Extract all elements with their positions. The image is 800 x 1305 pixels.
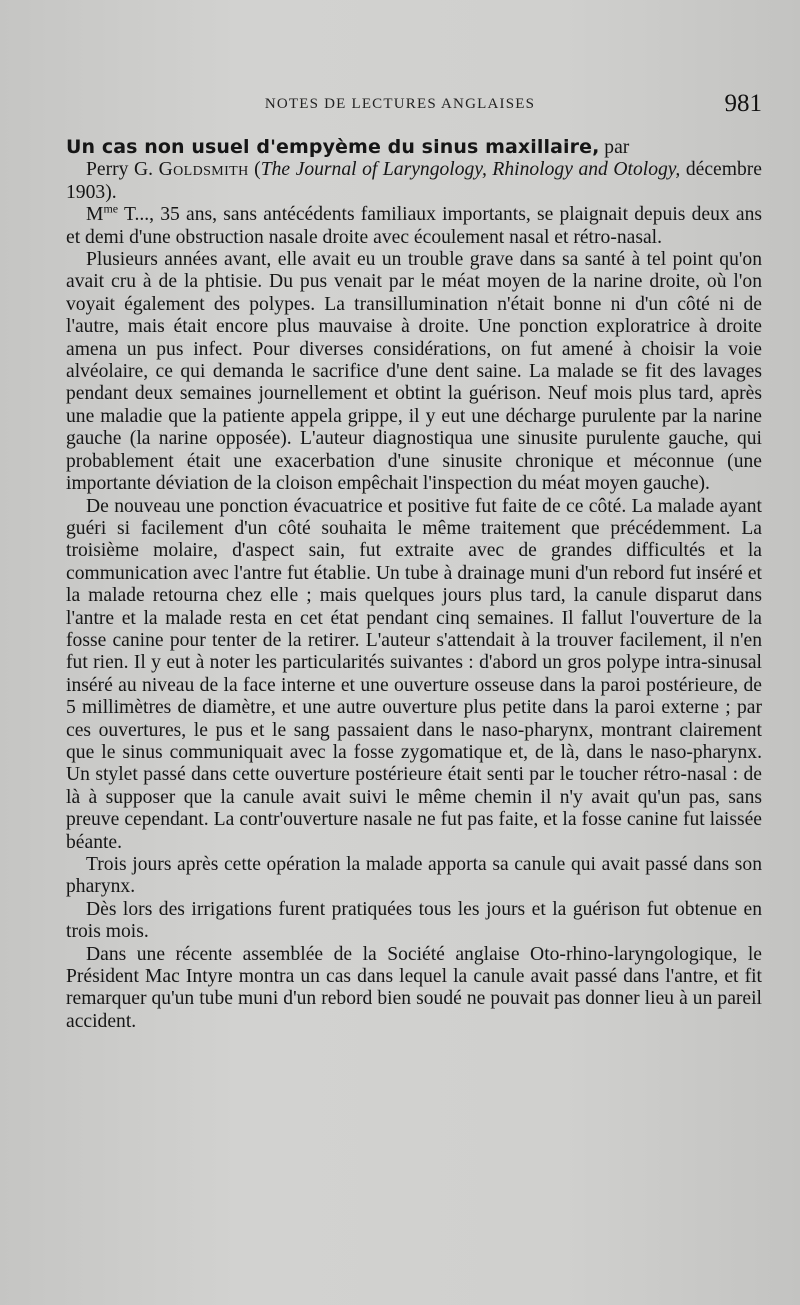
- running-header: [0, 90, 800, 120]
- running-title: NOTES DE LECTURES ANGLAISES: [264, 96, 536, 112]
- article-title: Un cas non usuel d'empyème du sinus maxillaire,: [66, 136, 600, 158]
- source-open: (: [248, 159, 261, 181]
- article-heading: [66, 136, 762, 159]
- paragraph-1: [66, 201, 762, 249]
- p1-superscript: me: [103, 201, 119, 216]
- journal-name: The Journal of Laryngology, Rhinology and Otology,: [260, 159, 681, 181]
- paragraph-4: Trois jours après cette opération la malade apporta sa canule qui avait passé dans son pharynx.: [66, 854, 762, 898]
- article-byline: [66, 159, 762, 204]
- article-body: [66, 136, 762, 1033]
- paragraph-5: Dès lors des irrigations furent pratiquées tous les jours et la guérison fut obtenue en trois mois.: [66, 898, 762, 943]
- p1-text: T..., 35 ans, sans antécédents familiaux importants, se plaignait depuis deux ans et demi d'une obstruction nasale droite avec écoulement nasal et rétro-nasal.: [66, 204, 762, 248]
- paragraph-2: Plusieurs années avant, elle avait eu un trouble grave dans sa santé à tel point qu'on avait cru à de la phtisie. Du pus venait par le méat moyen de la narine droite, où l'on voyait également des polypes. La transillumination n'était bonne ni d'un côté ni de l'autre, mais était encore plus mauvaise à droite. Une ponction exploratrice à droite amena un pus infect. Pour diverses considérations, on fut amené à choisir la voie alvéolaire, ce qui demanda le sacrifice d'une dent saine. La malade se fit des lavages pendant deux semaines journellement et obtint la guérison. Neuf mois plus tard, après une maladie que la patiente appela grippe, il y eut une décharge purulente par la narine gauche (la narine opposée). L'auteur diagnostiqua une sinusite purulente gauche, qui probablement était une exacerbation d'une sinusite chronique et méconnue (une importante déviation de la cloison empêchait l'inspection du méat moyen gauche).: [66, 249, 762, 495]
- author-last-name: Goldsmith: [158, 159, 249, 181]
- title-suffix: par: [599, 137, 630, 158]
- p1-prefix: M: [86, 204, 104, 226]
- paragraph-6: Dans une récente assemblée de la Société anglaise Oto-rhino-laryngologique, le Président Mac Intyre montra un cas dans lequel la canule avait passé dans l'antre, et fit remarquer qu'un tube muni d'un rebord bien soudé ne pouvait pas donner lieu à un pareil accident.: [66, 943, 762, 1032]
- page-number: 981: [724, 90, 762, 117]
- author-first-name: Perry G.: [86, 159, 159, 181]
- paragraph-3: De nouveau une ponction évacuatrice et positive fut faite de ce côté. La malade ayant guéri si facilement d'un côté souhaita le même traitement que précédemment. La troisième molaire, d'aspect sain, fut extraite avec de grandes difficultés et la communication avec l'antre fut établie. Un tube à drainage muni d'un rebord fut inséré et la malade retourna chez elle ; mais quelques jours plus tard, la canule disparut dans l'antre et la malade resta en cet état pendant cinq semaines. Il fallut l'ouverture de la fosse canine pour tenter de la retirer. L'auteur s'attendait à la trouver facilement, il n'en fut rien. Il y eut à noter les particularités suivantes : d'abord un gros polype intra-sinusal inséré au niveau de la face interne et une ouverture osseuse dans la paroi postérieure, de 5 millimètres de diamètre, et une autre ouverture plus petite dans la paroi externe ; par ces ouvertures, le pus et le sang passaient dans le naso-pharynx, montrant clairement que le sinus communiquait avec la fosse zygomatique et, de là, dans le naso-pharynx. Un stylet passé dans cette ouverture postérieure était senti par le toucher rétro-nasal : de là à supposer que la canule avait suivi le même chemin il n'y avait qu'un pas, sans preuve cependant. La contr'ouverture nasale ne fut pas faite, et la fosse canine fut laissée béante.: [66, 495, 762, 853]
- source-date: décembre 1903).: [66, 159, 762, 203]
